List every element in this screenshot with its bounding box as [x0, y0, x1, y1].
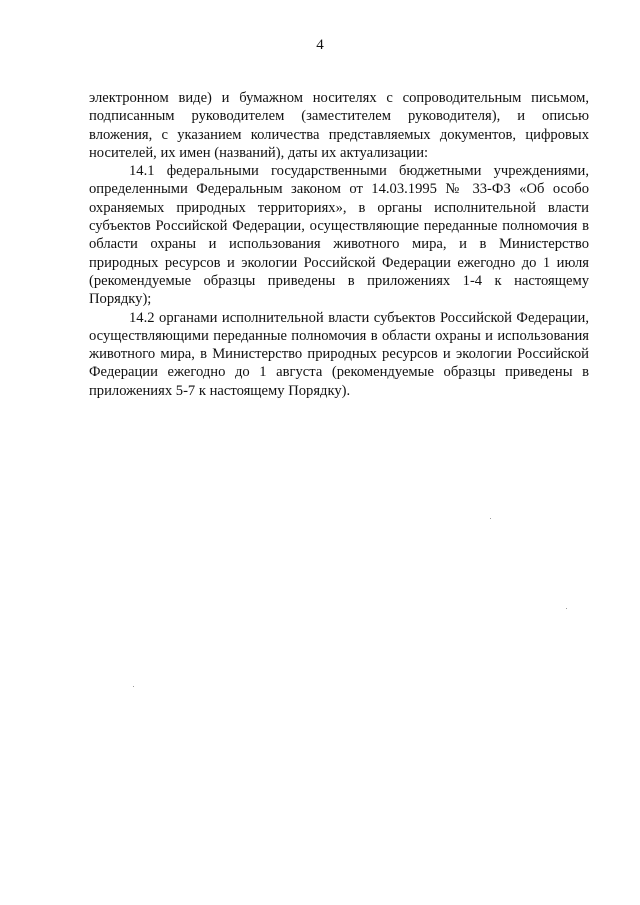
page-number: 4	[316, 37, 324, 53]
document-body	[89, 89, 589, 400]
paragraph-continuation: электронном виде) и бумажном носителях с сопроводительным письмом, подписанным руководителем (заместителем руководителя), и описью вложения, с указанием количества представляемых документов, цифровых носителей, их имен (названий), даты их актуализации:	[89, 90, 589, 161]
paragraph-14-1: 14.1 федеральными государственными бюджетными учреждениями, определенными Федеральным законом от 14.03.1995 № 33-ФЗ «Об особо охраняемых природных территориях», в органы исполнительной власти субъектов Российской Федерации, осуществляющие переданные полномочия в области охраны и использования животного мира, и в Министерство природных ресурсов и экологии Российской Федерации ежегодно до 1 июля (рекомендуемые образцы приведены в приложениях 1-4 к настоящему Порядку);	[89, 163, 589, 308]
scan-speck	[133, 686, 134, 687]
scan-speck	[490, 518, 491, 519]
scan-speck	[566, 608, 567, 609]
paragraph-14-2: 14.2 органами исполнительной власти субъектов Российской Федерации, осуществляющими переданные полномочия в области охраны и использования животного мира, в Министерство природных ресурсов и экологии Российской Федерации ежегодно до 1 августа (рекомендуемые образцы приведены в приложениях 5-7 к настоящему Порядку).	[89, 309, 589, 399]
